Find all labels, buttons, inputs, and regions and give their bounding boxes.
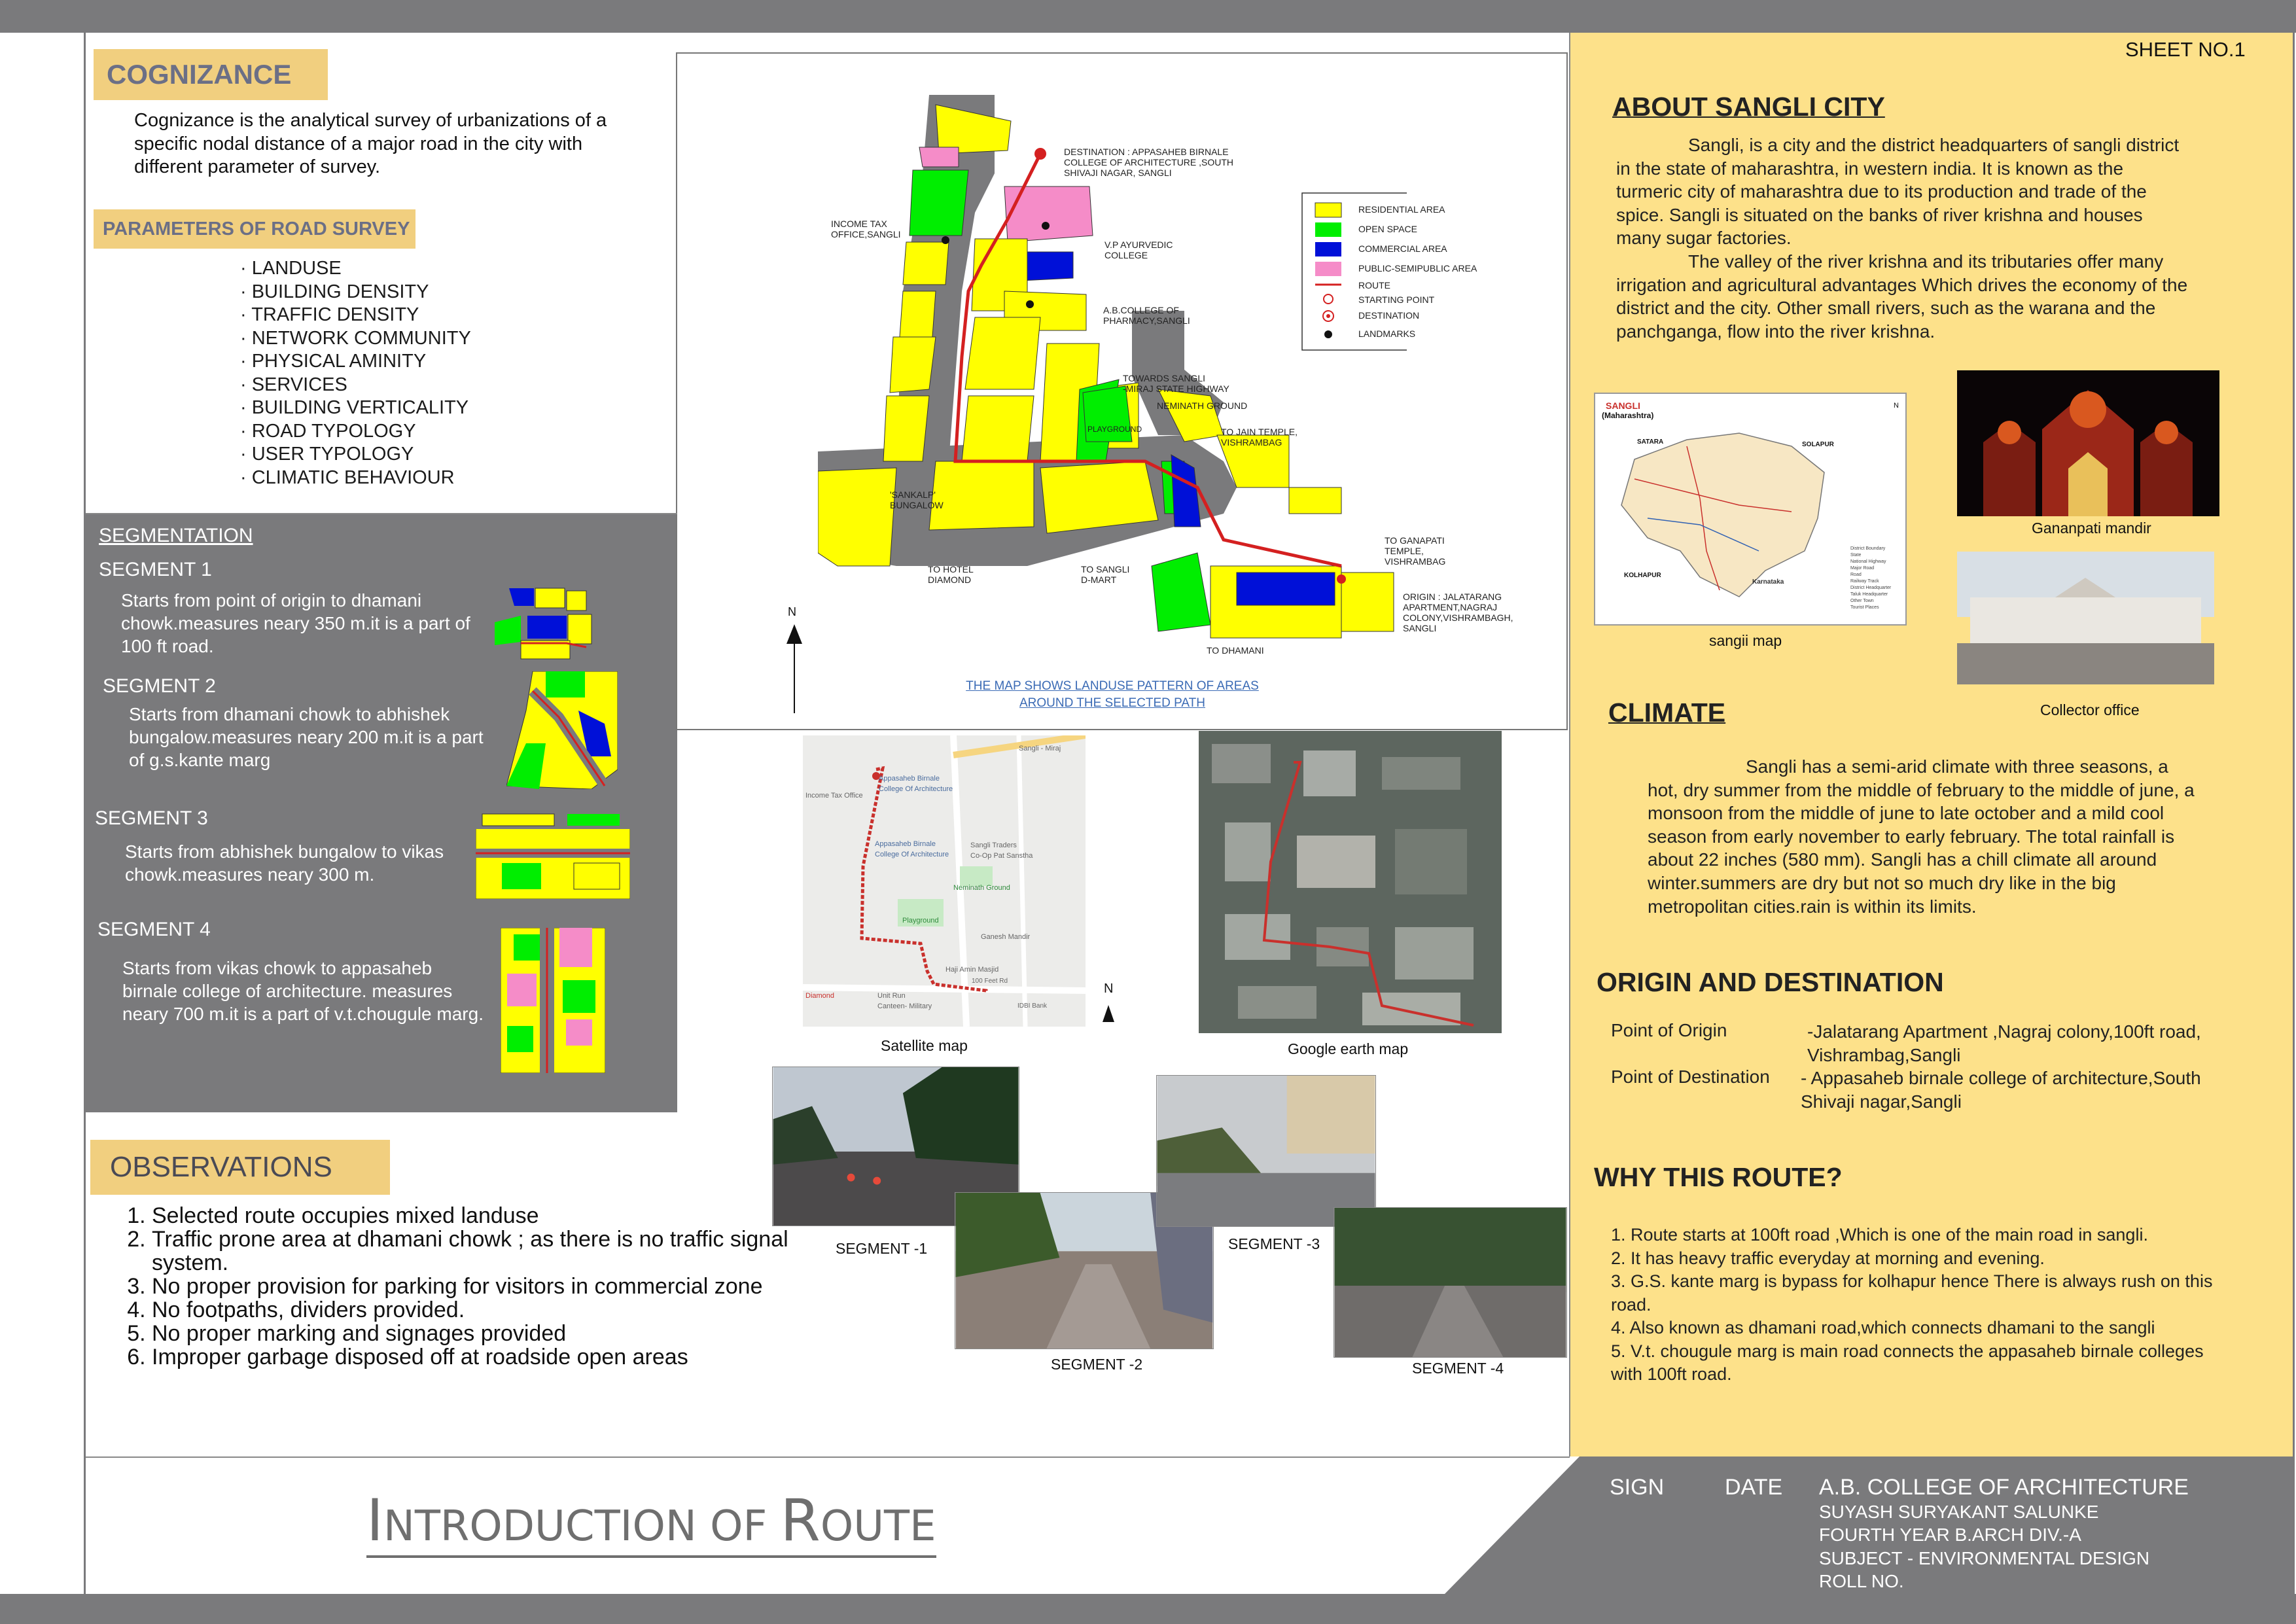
ganpati-mandir-photo — [1957, 370, 2219, 516]
why-item: 1. Route starts at 100ft road ,Which is one of the main road in sangli. — [1611, 1225, 2148, 1244]
segment-3-map — [476, 811, 630, 899]
parameters-list — [240, 257, 567, 489]
segment-4-photo — [1333, 1207, 1567, 1358]
map-label-towards-sangli: TOWARDS SANGLI -MIRAJ STATE HIGHWAY — [1123, 373, 1229, 394]
observation-item: 1. Selected route occupies mixed landuse — [152, 1204, 819, 1227]
sat-label-appasaheb: Appasaheb Birnale College Of Architecture — [879, 775, 953, 793]
map-label-ganapati: TO GANAPATI TEMPLE, VISHRAMBAG — [1385, 535, 1446, 567]
sheet-title-small1: NTRODUCTION OF — [383, 1502, 781, 1551]
observation-item: 6. Improper garbage disposed off at roadside open areas — [152, 1345, 819, 1369]
origin-value: -Jalatarang Apartment ,Nagraj colony,100ft road, Vishrambag,Sangli — [1807, 1021, 2201, 1065]
segment-2-caption: SEGMENT -2 — [1051, 1356, 1143, 1373]
climate-text: Sangli has a semi-arid climate with three seasons, a hot, dry summer from the middle of february to the middle of june, a monsoon from the middle of june to late october and a mild cool season from early november to early february. The total rainfall is about 22 inches (580 mm). Sangli has a chill climate all around winter.summers are dry but not so much dry like in the big metropolitan cities.rain is within its limits. — [1648, 756, 2195, 917]
why-item: 4. Also known as dhamani road,which connects dhamani to the sangli — [1611, 1318, 2155, 1337]
segment-title: SEGMENT 4 — [97, 919, 211, 940]
district-legend-item: Other Town — [1850, 599, 1874, 603]
sheet-title-big1: I — [366, 1487, 383, 1554]
legend-route: ROUTE — [1358, 280, 1390, 291]
sat-label-appasaheb2: Appasaheb Birnale College Of Architecture — [875, 840, 949, 858]
parameter-item: · TRAFFIC DENSITY — [240, 304, 567, 327]
parameter-item: · ROAD TYPOLOGY — [240, 420, 567, 444]
district-legend-item: Railway Track — [1850, 579, 1879, 584]
district-legend-item: Taluk Headquarter — [1850, 592, 1888, 597]
why-item: 2. It has heavy traffic everyday at morning and evening. — [1611, 1248, 2045, 1268]
destination-label: Point of Destination — [1611, 1067, 1770, 1087]
sat-label-ganesh: Ganesh Mandir — [981, 933, 1031, 941]
why-list — [1611, 1224, 2226, 1386]
district-legend-item: National Highway — [1850, 559, 1886, 564]
destination-value: - Appasaheb birnale college of architecture,South Shivaji nagar,Sangli — [1801, 1068, 2201, 1112]
sat-label-unit-run: Unit Run Canteen- Military — [877, 992, 932, 1010]
district-legend-item: Major Road — [1850, 566, 1875, 571]
landuse-caption — [955, 678, 1269, 712]
about-p2: The valley of the river krishna and its tributaries offer many irrigation and agricultural advantages Which drives the economy of the district and the city. Other small rivers, such as the warana and the panchganga, flow into the river krishna. — [1616, 251, 2188, 342]
segment-1-map — [495, 583, 593, 665]
north-arrow-icon — [783, 605, 806, 713]
sat-label-neminath: Neminath Ground — [953, 884, 1010, 892]
district-legend-item: District Boundary — [1850, 546, 1886, 551]
district-label-satara: SATARA — [1637, 438, 1664, 446]
parameter-item: · BUILDING DENSITY — [240, 281, 567, 304]
segment-4-map — [501, 928, 605, 1073]
parameter-item: · CLIMATIC BEHAVIOUR — [240, 467, 567, 490]
sat-label-traders: Sangli Traders Co-Op Pat Sanstha — [970, 841, 1033, 860]
google-earth-map — [1199, 731, 1502, 1033]
why-item: 3. G.S. kante marg is bypass for kolhapur hence There is always rush on this road. — [1611, 1271, 2213, 1315]
observation-item: 2. Traffic prone area at dhamani chowk ; as there is no traffic signal system. — [152, 1227, 819, 1275]
district-label-karnataka: Karnataka — [1752, 578, 1784, 586]
segmentation-panel — [86, 514, 677, 1112]
satellite-caption: Satellite map — [881, 1037, 968, 1054]
segment-title: SEGMENT 3 — [95, 807, 208, 829]
parameter-item: · PHYSICAL AMINITY — [240, 350, 567, 374]
sat-label-income-tax: Income Tax Office — [805, 792, 863, 800]
sat-label-diamond: Diamond — [805, 992, 835, 1000]
sangli-district-map — [1594, 393, 1907, 626]
landuse-caption-line2: AROUND THE SELECTED PATH — [1019, 696, 1205, 710]
left-panel-divider — [86, 513, 677, 514]
why-title: WHY THIS ROUTE? — [1594, 1162, 1843, 1192]
district-legend-item: District Headquarter — [1850, 586, 1892, 590]
map-label-neminath: NEMINATH GROUND — [1157, 400, 1248, 411]
legend-residential: RESIDENTIAL AREA — [1358, 204, 1445, 215]
map-label-sankalp: 'SANKALP' BUNGALOW — [890, 489, 944, 510]
parameter-item: · BUILDING VERTICALITY — [240, 397, 567, 420]
sat-label-idbi: IDBI Bank — [1017, 1002, 1048, 1010]
sheet-title-big2: R — [780, 1487, 821, 1554]
district-map-caption: sangii map — [1709, 632, 1782, 649]
map-label-ab-college: A.B.COLLEGE OF PHARMACY,SANGLI — [1103, 305, 1190, 326]
subject-info: SUBJECT - ENVIRONMENTAL DESIGN — [1819, 1548, 2150, 1568]
map-label-destination: DESTINATION : APPASAHEB BIRNALE COLLEGE OF ARCHITECTURE ,SOUTH SHIVAJI NAGAR, SANGLI — [1064, 147, 1234, 178]
parameter-item: · LANDUSE — [240, 257, 567, 281]
parameter-item: · SERVICES — [240, 374, 567, 397]
map-label-income-tax: INCOME TAX OFFICE,SANGLI — [831, 219, 901, 239]
legend-landmarks: LANDMARKS — [1358, 328, 1416, 339]
legend-commercial: COMMERCIAL AREA — [1358, 243, 1447, 254]
climate-title: CLIMATE — [1608, 697, 1726, 728]
map-label-dhamani: TO DHAMANI — [1207, 645, 1264, 656]
sheet-title — [366, 1487, 936, 1558]
north-arrow-small-icon — [1101, 1000, 1116, 1026]
sat-label-haji: Haji Amin Masjid — [945, 966, 999, 974]
about-text — [1616, 133, 2192, 343]
observation-item: 5. No proper marking and signages provided — [152, 1322, 819, 1345]
sheet-title-small2: OUTE — [820, 1502, 936, 1551]
map-label-dmart: TO SANGLI D-MART — [1081, 564, 1130, 585]
segment-3-caption: SEGMENT -3 — [1228, 1235, 1320, 1252]
map-label-vp-college: V.P AYURVEDIC COLLEGE — [1104, 239, 1173, 260]
origin-label: Point of Origin — [1611, 1020, 1727, 1040]
sat-label-feet: 100 Feet Rd — [972, 978, 1008, 985]
map-label-playground: PLAYGROUND — [1087, 425, 1142, 434]
collector-office-caption: Collector office — [2040, 701, 2140, 718]
district-legend-item: Road — [1850, 573, 1862, 577]
sat-label-sangli-miraj: Sangli - Miraj — [1019, 745, 1061, 752]
sat-label-playground: Playground — [902, 917, 939, 925]
year-info: FOURTH YEAR B.ARCH DIV.-A — [1819, 1525, 2081, 1545]
district-map-legend — [1850, 546, 1891, 611]
college-name: A.B. COLLEGE OF ARCHITECTURE — [1819, 1475, 2189, 1500]
district-outline — [1608, 420, 1844, 610]
district-label-solapur: SOLAPUR — [1802, 441, 1834, 448]
district-legend-item: Tourist Places — [1850, 605, 1879, 610]
north-label-small: N — [1104, 981, 1114, 996]
landuse-caption-line1: THE MAP SHOWS LANDUSE PATTERN OF AREAS — [966, 679, 1259, 693]
cognizance-text: Cognizance is the analytical survey of urbanizations of a specific nodal distance of a major road in the city with different parameter of survey. — [134, 110, 607, 177]
google-earth-aerial — [1199, 731, 1502, 1033]
district-map-north: N — [1894, 402, 1899, 410]
observation-item: 3. No proper provision for parking for visitors in commercial zone — [152, 1275, 819, 1298]
observations-tag: OBSERVATIONS — [90, 1140, 390, 1195]
parameter-item: · NETWORK COMMUNITY — [240, 327, 567, 351]
north-label: N — [788, 605, 796, 618]
google-earth-caption: Google earth map — [1288, 1040, 1409, 1057]
ganpati-mandir-caption: Gananpati mandir — [2032, 520, 2151, 537]
about-p1: Sangli, is a city and the district headquarters of sangli district in the state of maharashtra, in western india. It is known as the turmeric city of maharashtra due to its production and trade of the spice. Sangli is situated on the banks of river krishna and houses many sugar factories. — [1616, 135, 2180, 249]
map-label-jain-temple: TO JAIN TEMPLE, VISHRAMBAG — [1221, 427, 1298, 448]
student-name: SUYASH SURYAKANT SALUNKE — [1819, 1502, 2099, 1522]
segment-text: Starts from abhishek bungalow to vikas chowk.measures neary 300 m. — [125, 841, 444, 885]
segment-2-map — [506, 671, 618, 789]
segment-1-caption: SEGMENT -1 — [836, 1240, 928, 1257]
segment-title: SEGMENT 2 — [103, 675, 216, 697]
segmentation-title: SEGMENTATION — [99, 525, 253, 546]
legend-public: PUBLIC-SEMIPUBLIC AREA — [1358, 263, 1477, 274]
district-map-title: SANGLI — [1606, 400, 1640, 411]
origin-dest-title: ORIGIN AND DESTINATION — [1597, 967, 1944, 997]
date-label: DATE — [1725, 1475, 1783, 1500]
sheet-number: SHEET NO.1 — [2125, 38, 2246, 61]
roll-number: ROLL NO. — [1819, 1571, 1904, 1591]
segment-text: Starts from dhamani chowk to abhishek bungalow.measures neary 200 m.it is a part of g.s.kante marg — [129, 704, 484, 770]
collector-office-photo — [1957, 552, 2214, 684]
map-label-origin: ORIGIN : JALATARANG APARTMENT,NAGRAJ COLONY,VISHRAMBAGH, SANGLI — [1403, 591, 1513, 633]
bottom-divider — [86, 1456, 1570, 1458]
cognizance-tag: COGNIZANCE — [94, 49, 328, 100]
top-border — [0, 0, 2296, 33]
why-item: 5. V.t. chougule marg is main road connects the appasaheb birnale colleges with 100ft road. — [1611, 1341, 2204, 1384]
parameter-item: · USER TYPOLOGY — [240, 443, 567, 467]
satellite-map — [803, 735, 1086, 1027]
segment-text: Starts from vikas chowk to appasaheb birnale college of architecture. measures neary 700 m.it is a part of v.t.chougule marg. — [122, 958, 484, 1024]
legend-destination: DESTINATION — [1358, 310, 1420, 321]
district-label-kolhapur: KOLHAPUR — [1624, 572, 1661, 579]
bottom-border — [0, 1594, 2296, 1624]
map-label-hotel: TO HOTEL DIAMOND — [928, 564, 974, 585]
legend-starting-point: STARTING POINT — [1358, 294, 1435, 305]
observation-item: 4. No footpaths, dividers provided. — [152, 1298, 819, 1322]
segment-3-photo — [1156, 1075, 1376, 1227]
segment-text: Starts from point of origin to dhamani chowk.measures neary 350 m.it is a part of 100 ft road. — [121, 590, 470, 656]
segment-4-caption: SEGMENT -4 — [1412, 1360, 1504, 1377]
parameters-tag: PARAMETERS OF ROAD SURVEY — [94, 209, 415, 249]
district-map-subtitle: (Maharashtra) — [1602, 411, 1654, 420]
segment-title: SEGMENT 1 — [99, 559, 212, 580]
observations-list — [99, 1204, 819, 1369]
district-legend-item: State — [1850, 553, 1862, 557]
sign-label: SIGN — [1610, 1475, 1665, 1500]
about-title: ABOUT SANGLI CITY — [1612, 92, 1885, 122]
legend-open-space: OPEN SPACE — [1358, 224, 1417, 234]
right-margin-line — [2293, 33, 2295, 1594]
